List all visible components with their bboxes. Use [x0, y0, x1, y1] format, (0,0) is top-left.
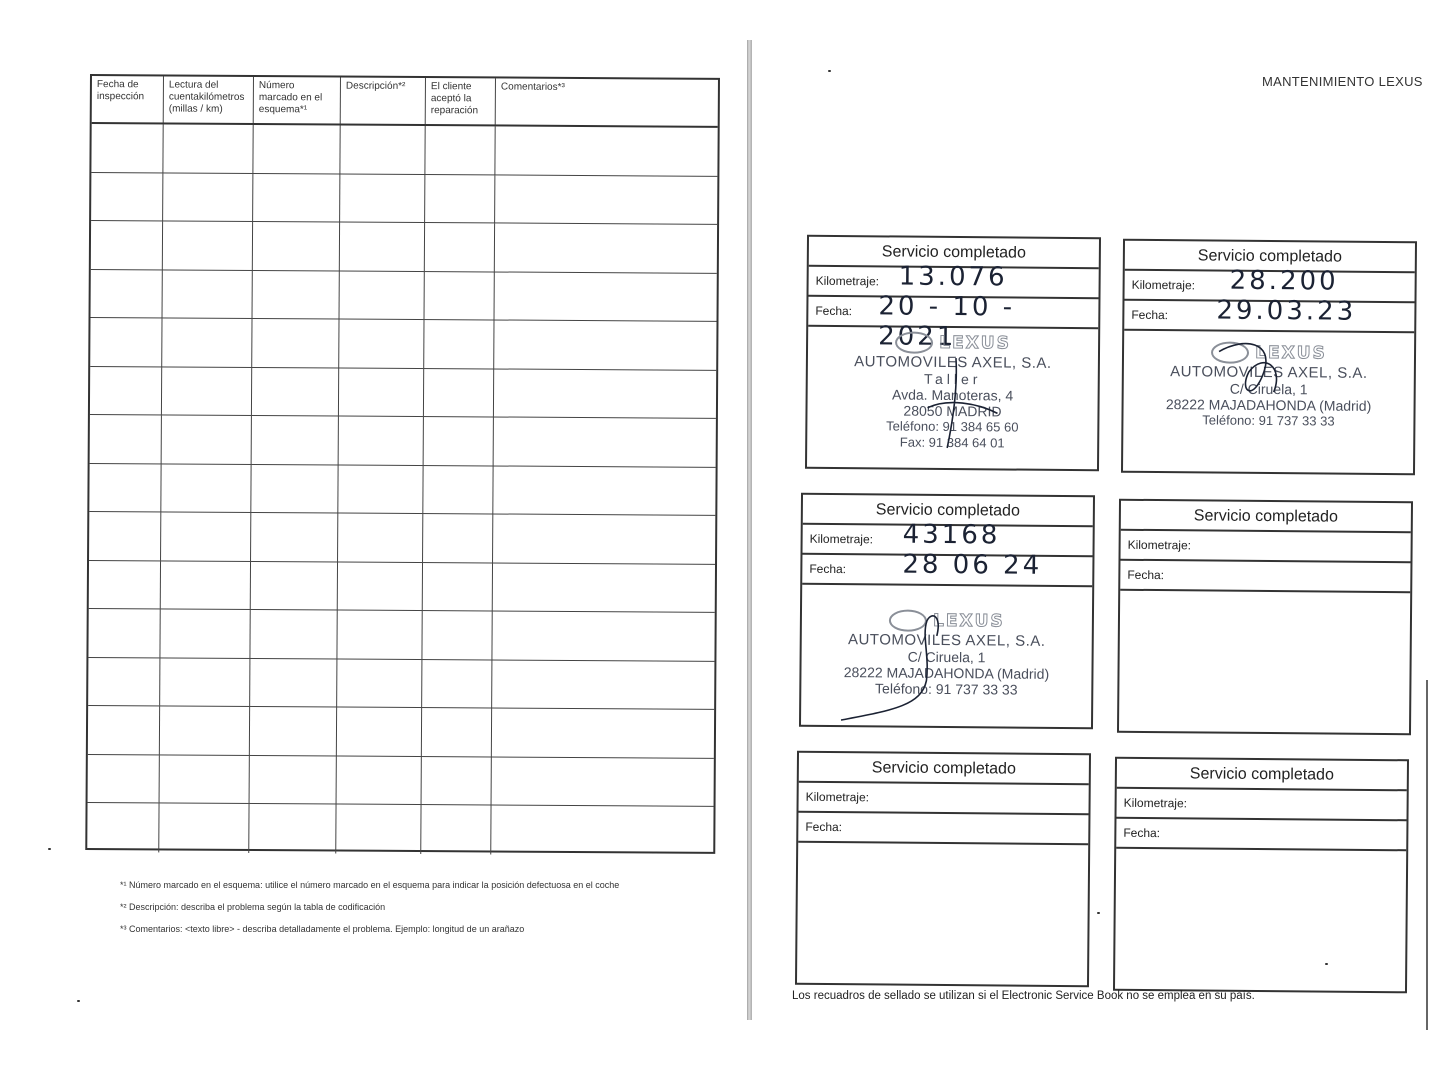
table-cell	[91, 221, 163, 269]
kilometraje-label: Kilometraje:	[1131, 277, 1196, 293]
table-cell	[424, 320, 494, 368]
table-cell	[339, 320, 424, 368]
scan-speck	[77, 1000, 80, 1002]
stamp-line: C/ Ciruela, 1	[1229, 380, 1308, 398]
table-cell	[340, 223, 425, 271]
kilometraje-label: Kilometraje:	[815, 273, 880, 289]
table-cell	[337, 659, 422, 707]
lexus-emblem-icon	[1211, 341, 1249, 363]
table-row	[88, 609, 714, 661]
lexus-emblem-icon	[889, 609, 927, 631]
scan-speck	[1325, 963, 1328, 965]
table-cell	[340, 174, 425, 222]
fecha-label: Fecha:	[809, 561, 847, 577]
table-cell	[424, 417, 494, 465]
stamp-company: AUTOMOVILES AXEL, S.A.	[1170, 363, 1368, 382]
service-box-title: Servicio completado	[809, 237, 1099, 270]
table-cell	[339, 368, 424, 416]
fecha-row	[1116, 819, 1406, 852]
table-cell	[337, 708, 422, 756]
table-cell	[339, 417, 424, 465]
table-cell	[422, 708, 492, 756]
inspection-table-body	[87, 124, 717, 852]
kilometraje-value: 43168	[902, 519, 1001, 551]
table-cell	[160, 609, 250, 657]
lexus-emblem-icon	[895, 331, 933, 353]
stamp-company: AUTOMOVILES AXEL, S.A.	[854, 353, 1052, 372]
column-header-inspection-date: Fecha de inspección	[92, 76, 164, 122]
fecha-row	[1120, 561, 1410, 594]
table-row	[89, 512, 715, 564]
table-cell	[163, 221, 253, 269]
service-box-title: Servicio completado	[1117, 759, 1407, 792]
table-cell	[89, 512, 161, 560]
table-cell	[423, 466, 493, 514]
inspection-table	[85, 74, 720, 854]
table-cell	[163, 173, 253, 221]
inspection-table-header	[92, 76, 718, 128]
table-cell	[251, 513, 338, 561]
table-cell	[493, 514, 715, 563]
stamp-line: 28222 MAJADAHONDA (Madrid)	[843, 664, 1050, 682]
table-cell	[161, 464, 251, 512]
table-cell	[163, 124, 253, 172]
page-edge	[1426, 680, 1428, 1030]
fecha-label: Fecha:	[1127, 567, 1165, 583]
fecha-row	[802, 549, 1092, 588]
table-cell	[422, 757, 492, 805]
table-cell	[425, 272, 495, 320]
service-box-2	[1121, 239, 1417, 476]
kilometraje-label: Kilometraje:	[809, 531, 874, 547]
column-header-customer-accepted: El cliente aceptó la reparación	[426, 78, 496, 124]
stamp-line: C/ Ciruela, 1	[907, 648, 986, 666]
table-cell	[253, 125, 340, 173]
table-cell	[423, 563, 493, 611]
table-cell	[253, 173, 340, 221]
table-cell	[495, 126, 717, 175]
stamp-line: 28222 MAJADAHONDA (Madrid)	[1165, 396, 1372, 414]
table-cell	[162, 415, 252, 463]
stamp-line: Fax: 91 384 64 01	[899, 434, 1005, 451]
table-cell	[160, 755, 250, 803]
table-cell	[253, 222, 340, 270]
table-cell	[493, 563, 715, 612]
table-row	[88, 754, 714, 806]
table-row	[91, 124, 717, 176]
table-cell	[89, 561, 161, 609]
table-cell	[161, 512, 251, 560]
table-cell	[422, 611, 492, 659]
service-box-3	[799, 493, 1095, 730]
table-cell	[88, 658, 160, 706]
table-row	[87, 803, 713, 855]
table-cell	[89, 464, 161, 512]
table-cell	[87, 803, 159, 852]
table-cell	[162, 318, 252, 366]
table-cell	[91, 270, 163, 318]
dealer-stamp	[807, 327, 1098, 470]
column-header-odometer: Lectura del cuentakilómetros (millas / km)	[164, 76, 254, 123]
kilometraje-row	[1120, 531, 1410, 564]
table-cell	[336, 805, 421, 854]
table-cell	[492, 660, 714, 709]
table-row	[88, 706, 714, 758]
table-cell	[493, 466, 715, 515]
kilometraje-label: Kilometraje:	[1127, 537, 1192, 553]
table-cell	[250, 610, 337, 658]
table-cell	[253, 270, 340, 318]
table-cell	[422, 660, 492, 708]
kilometraje-label: Kilometraje:	[805, 789, 870, 805]
table-cell	[251, 561, 338, 609]
table-cell	[160, 658, 250, 706]
table-cell	[251, 464, 338, 512]
table-cell	[90, 367, 162, 415]
table-cell	[90, 415, 162, 463]
table-row	[90, 415, 716, 467]
fecha-value: 20 - 10 - 2021	[878, 291, 1016, 353]
stamp-line: Avda. Manoteras, 4	[891, 386, 1014, 404]
table-cell	[425, 223, 495, 271]
table-cell	[252, 367, 339, 415]
kilometraje-value: 28.200	[1229, 265, 1339, 297]
scan-speck	[48, 848, 51, 850]
stamp-area	[1115, 849, 1406, 992]
footnote-1: *¹ Número marcado en el esquema: utilice el número marcado en el esquema para indicar la posición defectuosa en el coche	[120, 880, 620, 890]
lexus-logo: LEXUS	[808, 331, 1098, 356]
service-box-title: Servicio completado	[799, 753, 1089, 786]
table-cell	[495, 272, 717, 321]
kilometraje-row	[1116, 789, 1406, 822]
stamp-line: Taller	[923, 370, 982, 388]
table-cell	[338, 562, 423, 610]
lexus-logo: LEXUS	[1124, 341, 1414, 366]
fecha-row	[798, 813, 1088, 846]
page-header: MANTENIMIENTO LEXUS	[1262, 74, 1423, 89]
footnote-2: *² Descripción: describa el problema según la tabla de codificación	[120, 902, 386, 912]
table-cell	[337, 611, 422, 659]
book-binding	[747, 40, 752, 1020]
kilometraje-label: Kilometraje:	[1123, 795, 1188, 811]
stamp-area	[797, 843, 1088, 986]
table-cell	[338, 465, 423, 513]
table-cell	[252, 416, 339, 464]
stamp-line: Teléfono: 91 384 65 60	[886, 418, 1019, 435]
table-row	[89, 561, 715, 613]
table-cell	[249, 804, 336, 853]
table-cell	[163, 270, 253, 318]
table-cell	[421, 805, 491, 854]
kilometraje-row	[798, 783, 1088, 816]
table-cell	[250, 755, 337, 803]
dealer-stamp	[801, 585, 1092, 728]
service-box-4	[1117, 499, 1413, 736]
table-row	[89, 464, 715, 516]
column-header-diagram-number: Número marcado en el esquema*¹	[254, 77, 341, 124]
table-cell	[250, 658, 337, 706]
kilometraje-value: 13.076	[898, 261, 1008, 293]
table-cell	[88, 754, 160, 802]
table-cell	[494, 417, 716, 466]
table-cell	[424, 369, 494, 417]
table-cell	[252, 319, 339, 367]
service-box-title: Servicio completado	[803, 495, 1093, 528]
table-cell	[495, 175, 717, 224]
table-cell	[425, 126, 495, 174]
table-row	[91, 270, 717, 322]
table-cell	[88, 706, 160, 754]
stamp-line: Teléfono: 91 737 33 33	[875, 680, 1018, 698]
stamp-line: 28050 MADRID	[903, 402, 1002, 420]
table-cell	[494, 320, 716, 369]
service-box-5	[795, 751, 1091, 988]
footnote-3: *³ Comentarios: <texto libre> - describa detalladamente el problema. Ejemplo: longitud de un arañazo	[120, 924, 525, 934]
scan-speck	[828, 70, 831, 72]
fecha-value: 29.03.23	[1216, 295, 1357, 327]
table-cell	[492, 708, 714, 757]
table-cell	[492, 611, 714, 660]
fecha-label: Fecha:	[1131, 307, 1169, 323]
stamp-line: Teléfono: 91 737 33 33	[1202, 412, 1335, 429]
table-row	[91, 173, 717, 225]
table-cell	[90, 318, 162, 366]
scan-speck	[1097, 912, 1100, 914]
bottom-note: Los recuadros de sellado se utilizan si el Electronic Service Book no se emplea en su país.	[792, 990, 1255, 1002]
table-row	[90, 367, 716, 419]
fecha-label: Fecha:	[805, 819, 843, 835]
table-cell	[250, 707, 337, 755]
table-cell	[88, 609, 160, 657]
table-cell	[491, 805, 713, 855]
lexus-logo: LEXUS	[802, 609, 1092, 634]
service-box-title: Servicio completado	[1121, 501, 1411, 534]
table-cell	[425, 175, 495, 223]
table-cell	[495, 223, 717, 272]
column-header-description: Descripción*²	[341, 78, 426, 125]
table-cell	[161, 561, 251, 609]
fecha-label: Fecha:	[1123, 825, 1161, 841]
fecha-row	[1124, 295, 1414, 334]
table-row	[90, 318, 716, 370]
table-cell	[91, 124, 163, 172]
fecha-value: 28 06 24	[902, 549, 1043, 581]
footnotes	[120, 880, 619, 946]
stamp-company: AUTOMOVILES AXEL, S.A.	[847, 631, 1046, 650]
table-cell	[340, 271, 425, 319]
table-cell	[91, 173, 163, 221]
table-cell	[492, 757, 714, 806]
table-cell	[160, 706, 250, 754]
table-cell	[340, 126, 425, 174]
column-header-comments: Comentarios*³	[500, 81, 565, 93]
table-cell	[337, 756, 422, 804]
table-row	[91, 221, 717, 273]
table-cell	[159, 803, 249, 852]
service-box-6	[1113, 757, 1409, 994]
stamp-area	[1119, 591, 1410, 734]
table-row	[88, 658, 714, 710]
table-cell	[423, 514, 493, 562]
service-box-title: Servicio completado	[1125, 241, 1415, 274]
table-cell	[338, 514, 423, 562]
table-cell	[162, 367, 252, 415]
dealer-stamp	[1123, 331, 1414, 474]
table-cell	[494, 369, 716, 418]
service-box-1	[805, 235, 1101, 472]
fecha-label: Fecha:	[815, 303, 853, 319]
